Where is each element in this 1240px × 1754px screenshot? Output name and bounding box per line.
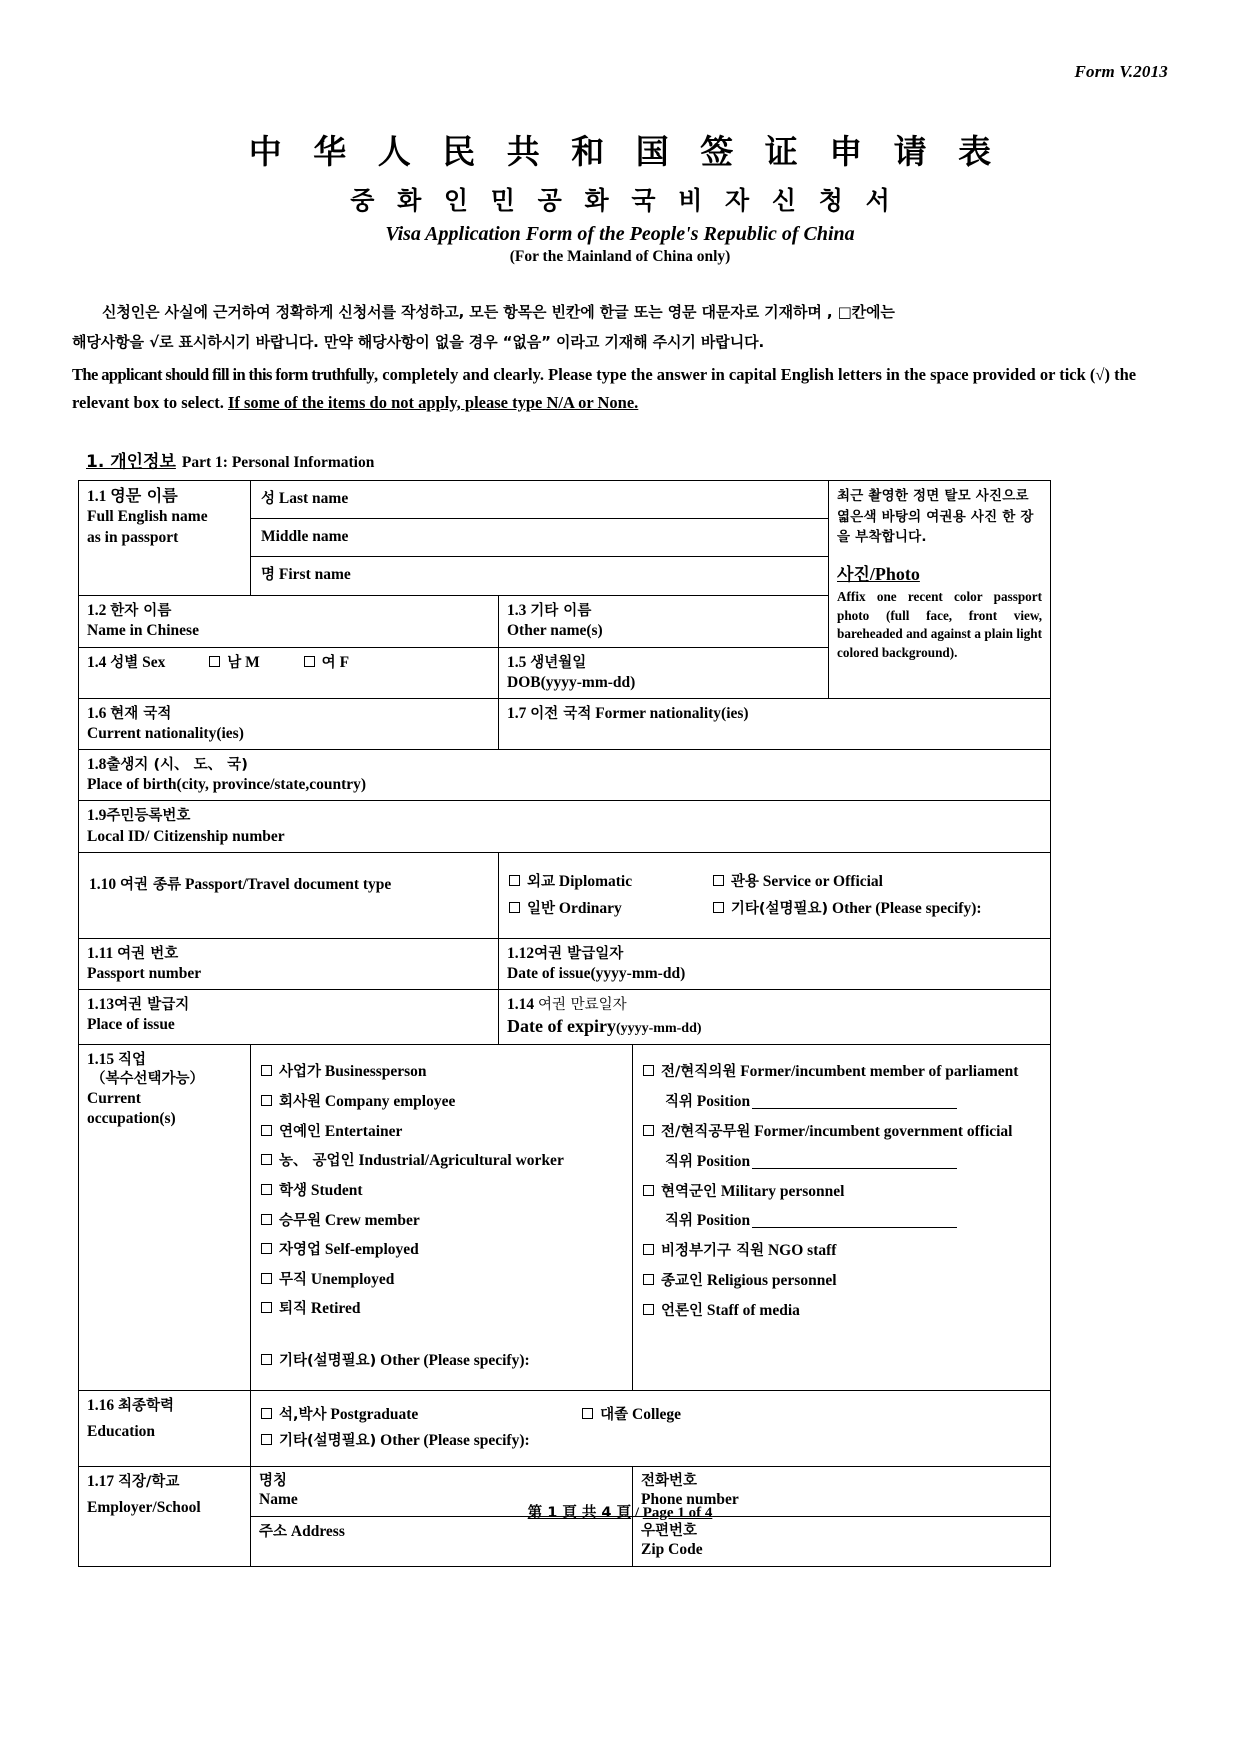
field-1-2-label-english: Name in Chinese — [87, 622, 199, 640]
table-row-full-name — [79, 481, 1051, 596]
checkbox-option-education-other[interactable] — [261, 1431, 530, 1451]
checkbox-icon[interactable] — [261, 1408, 272, 1419]
cell-1-1-name-inputs — [251, 481, 829, 596]
occupation-parliament-korean: 전/현직의원 — [661, 1064, 737, 1081]
occupation-crew-korean: 승무원 — [279, 1212, 322, 1229]
checkbox-option-member-of-parliament[interactable] — [643, 1062, 1044, 1082]
occupation-entertainer-korean: 연예인 — [279, 1123, 322, 1140]
position-label-korean: 직위 — [665, 1153, 694, 1170]
field-1-16-label-english: Education — [87, 1423, 156, 1441]
page-footer — [0, 1501, 1240, 1522]
cell-1-13-place-of-issue[interactable] — [79, 990, 499, 1045]
occupation-unemployed-korean: 무직 — [279, 1271, 308, 1288]
sex-female-english: F — [339, 653, 350, 671]
checkbox-option-college[interactable] — [582, 1405, 681, 1425]
checkbox-icon[interactable] — [261, 1095, 272, 1106]
occupation-ngo-korean: 비정부기구 직원 — [661, 1243, 765, 1260]
table-row-nationality — [79, 698, 1051, 749]
field-1-1-number: 1.1 — [87, 488, 107, 506]
cell-photo-box — [829, 481, 1051, 699]
photo-instructions-korean: 최근 촬영한 정면 탈모 사진으로 엷은색 바탕의 여권용 사진 한 장을 부착합니다. — [837, 488, 1034, 545]
field-1-7-label-english: Former nationality(ies) — [595, 704, 749, 722]
table-row-occupation — [79, 1044, 1051, 1390]
input-last-name[interactable] — [251, 481, 828, 519]
checkbox-option-industrial-agricultural[interactable] — [261, 1151, 626, 1171]
photo-title-korean: 사진 — [837, 565, 870, 586]
passport-ordinary-english: Ordinary — [558, 899, 622, 917]
sex-female-korean: 여 — [321, 654, 336, 671]
cell-1-2-name-in-chinese[interactable] — [79, 596, 499, 647]
checkbox-icon[interactable] — [582, 1408, 593, 1419]
checkbox-option-staff-of-media[interactable] — [643, 1301, 1044, 1321]
field-1-14-label-korean: 여권 만료일자 — [538, 997, 627, 1014]
checkbox-icon[interactable] — [643, 1065, 654, 1076]
checkbox-icon[interactable] — [209, 656, 220, 667]
checkbox-icon[interactable] — [261, 1354, 272, 1365]
field-1-9-label-english: Local ID/ Citizenship number — [87, 827, 285, 845]
field-1-1-label-korean: 영문 이름 — [110, 486, 178, 506]
field-1-5-number: 1.5 — [507, 653, 527, 671]
checkbox-icon[interactable] — [261, 1243, 272, 1254]
checkbox-option-occupation-other[interactable] — [261, 1351, 626, 1371]
field-1-6-label-english: Current nationality(ies) — [87, 725, 244, 743]
employer-address-label-english: Address — [290, 1522, 345, 1540]
field-1-14-number: 1.14 — [507, 996, 535, 1014]
checkbox-option-government-official[interactable] — [643, 1122, 1044, 1142]
checkbox-option-businessperson[interactable] — [261, 1062, 626, 1082]
last-name-label-korean: 성 — [261, 491, 276, 508]
employer-phone-label-korean: 전화번호 — [641, 1472, 698, 1489]
occupation-religious-korean: 종교인 — [661, 1272, 704, 1289]
field-1-3-label-korean: 기타 이름 — [530, 603, 592, 620]
passport-type-row-1 — [509, 872, 1040, 892]
occupation-industrial-english: Industrial/Agricultural worker — [358, 1152, 564, 1170]
employer-name-label-english: Name — [259, 1491, 298, 1509]
table-row-local-id — [79, 801, 1051, 852]
occupation-religious-english: Religious personnel — [706, 1271, 837, 1289]
checkbox-icon[interactable] — [713, 902, 724, 913]
employer-zip-label-korean: 우편번호 — [641, 1522, 698, 1539]
field-1-14-label-english-format: (yyyy-mm-dd) — [615, 1021, 702, 1037]
cell-1-9-local-id[interactable] — [79, 801, 1051, 852]
field-1-10-label-korean: 여권 종류 — [120, 876, 182, 893]
spacer — [261, 1329, 626, 1341]
education-row-1 — [261, 1405, 1040, 1425]
field-1-7-label-korean: 이전 국적 — [530, 705, 592, 722]
occupation-self-employed-english: Self-employed — [324, 1241, 419, 1259]
input-employer-address[interactable] — [251, 1516, 633, 1566]
title-subtitle: (For the Mainland of China only) — [509, 248, 731, 265]
checkbox-icon[interactable] — [643, 1185, 654, 1196]
occupation-media-korean: 언론인 — [661, 1302, 704, 1319]
cell-1-14-date-of-expiry[interactable] — [499, 990, 1051, 1045]
field-1-2-label-korean: 한자 이름 — [110, 603, 172, 620]
education-postgraduate-english: Postgraduate — [330, 1406, 419, 1424]
occupation-industrial-korean: 농、 공업인 — [279, 1153, 355, 1170]
cell-1-5-dob[interactable] — [499, 647, 829, 698]
checkbox-option-retired[interactable] — [261, 1299, 626, 1319]
field-1-17-label-korean: 직장/학교 — [118, 1473, 180, 1490]
field-1-8-label-english: Place of birth(city, province/state,country) — [87, 776, 367, 794]
form-version: Form V.2013 — [1074, 62, 1168, 81]
passport-service-korean: 관용 — [730, 873, 759, 890]
input-first-name[interactable] — [251, 557, 828, 595]
occupation-military-korean: 현역군인 — [661, 1183, 718, 1200]
table-row-passport-number-issue — [79, 939, 1051, 990]
checkbox-icon[interactable] — [261, 1434, 272, 1445]
table-row-passport-type — [79, 852, 1051, 938]
first-name-label-korean: 명 — [261, 567, 276, 584]
cell-1-10-options — [499, 852, 1051, 938]
footer-page-english: Page 1 of 4 — [642, 1505, 713, 1521]
occupation-other-english: Other (Please specify): — [380, 1351, 530, 1369]
field-1-7-number: 1.7 — [507, 704, 527, 722]
education-other-korean: 기타(설명필요) — [279, 1433, 377, 1450]
position-label-english: Position — [696, 1152, 751, 1170]
instructions-block — [72, 300, 1168, 417]
checkbox-option-postgraduate[interactable] — [261, 1405, 418, 1425]
checkbox-icon[interactable] — [261, 1214, 272, 1225]
table-row-education — [79, 1391, 1051, 1466]
field-1-4-label-korean: 성별 — [110, 654, 139, 671]
occupation-other-korean: 기타(설명필요) — [279, 1352, 377, 1369]
occupation-unemployed-english: Unemployed — [310, 1270, 395, 1288]
checkbox-icon[interactable] — [643, 1304, 654, 1315]
cell-1-7-former-nationality[interactable] — [499, 698, 1051, 749]
table-row-place-of-birth — [79, 750, 1051, 801]
part1-heading-english: Part 1: Personal Information — [181, 454, 375, 472]
sex-male-korean: 남 — [227, 654, 242, 671]
position-input-line[interactable] — [752, 1108, 957, 1109]
field-1-15-label-english-line1: Current — [87, 1089, 141, 1107]
field-1-17-number: 1.17 — [87, 1472, 115, 1490]
checkbox-option-crew-member[interactable] — [261, 1211, 626, 1231]
field-1-14-label-english-bold: Date of expiry — [507, 1016, 616, 1037]
occupation-businessperson-korean: 사업가 — [279, 1064, 322, 1081]
employer-zip-label-english: Zip Code — [641, 1541, 703, 1559]
field-1-3-number: 1.3 — [507, 602, 527, 620]
instructions-english-part2: , completely and clearly. Please type the answer in capital English letters in the space provided or tick (√) the relevant box to select. — [72, 364, 1137, 412]
field-1-16-label-korean: 최종학력 — [118, 1398, 175, 1415]
checkbox-option-ordinary[interactable] — [509, 899, 709, 919]
instructions-korean-line2: 해당사항을 √로 표시하시기 바랍니다. 만약 해당사항이 없을 경우 “없음” 이라고 기재해 주시기 바랍니다. — [72, 333, 765, 352]
instructions-korean-line1: 신청인은 사실에 근거하여 정확하게 신청서를 작성하고, 모든 항목은 빈칸에 한글 또는 영문 대문자로 기재하며 , □칸에는 — [102, 303, 895, 321]
occupation-parliament-english: Former/incumbent member of parliament — [740, 1063, 1019, 1081]
field-1-11-label-english: Passport number — [87, 965, 202, 983]
instructions-english-underlined: If some of the items do not apply, please type N/A or None. — [227, 392, 639, 412]
field-1-15-label-english-line2: occupation(s) — [87, 1109, 176, 1127]
cell-1-16-label — [79, 1391, 251, 1466]
cell-1-11-passport-number[interactable] — [79, 939, 499, 990]
middle-name-label-english: Middle name — [261, 528, 349, 546]
checkbox-icon[interactable] — [713, 875, 724, 886]
field-1-15-label-korean: 직업 — [118, 1051, 147, 1068]
field-1-8-label-korean: 출생지 (시、 도、 국) — [106, 757, 248, 774]
field-1-2-number: 1.2 — [87, 602, 107, 620]
checkbox-option-passport-other[interactable] — [713, 899, 982, 919]
field-1-3-label-english: Other name(s) — [507, 622, 603, 640]
field-1-5-label-english: DOB(yyyy-mm-dd) — [507, 673, 636, 691]
field-1-12-label-korean: 여권 발급일자 — [534, 946, 624, 963]
occupation-company-employee-korean: 회사원 — [279, 1093, 322, 1110]
field-1-1-label-english-line2: as in passport — [87, 528, 179, 546]
field-1-5-label-korean: 생년월일 — [530, 654, 587, 671]
input-position-parliament[interactable] — [665, 1092, 1044, 1113]
passport-type-row-2 — [509, 899, 1040, 919]
passport-diplomatic-korean: 외교 — [527, 873, 556, 890]
field-1-17-label-english: Employer/School — [87, 1498, 201, 1516]
field-1-9-number: 1.9 — [87, 807, 107, 825]
occupation-retired-english: Retired — [310, 1300, 361, 1318]
occupation-government-english: Former/incumbent government official — [754, 1122, 1013, 1140]
checkbox-icon[interactable] — [643, 1274, 654, 1285]
table-row-place-of-issue-expiry — [79, 990, 1051, 1045]
cell-1-15-options-right — [633, 1044, 1051, 1390]
checkbox-icon[interactable] — [261, 1302, 272, 1313]
field-1-9-label-korean: 주민등록번호 — [106, 808, 191, 825]
cell-1-10-label — [79, 852, 499, 938]
cell-1-15-options-left — [251, 1044, 633, 1390]
occupation-government-korean: 전/현직공무원 — [661, 1123, 751, 1140]
footer-page-chinese: 第 1 頁 共 4 頁 — [527, 1505, 632, 1521]
field-1-13-label-korean: 여권 발급지 — [114, 997, 190, 1014]
checkbox-icon[interactable] — [304, 656, 315, 667]
checkbox-option-company-employee[interactable] — [261, 1092, 626, 1112]
input-position-government[interactable] — [665, 1152, 1044, 1173]
employer-name-label-korean: 명칭 — [259, 1472, 288, 1489]
field-1-6-label-korean: 현재 국적 — [110, 705, 172, 722]
field-1-14-label-english — [507, 1015, 1042, 1038]
cell-1-12-date-of-issue[interactable] — [499, 939, 1051, 990]
position-label-korean: 직위 — [665, 1213, 694, 1230]
last-name-label-english: Last name — [278, 490, 349, 508]
photo-instructions-english: Affix one recent color passport photo (full face, front view, bareheaded and against a plain light colored background). — [837, 589, 1043, 660]
field-1-15-label-korean-note: （복수선택가능） — [91, 1070, 205, 1087]
occupation-ngo-english: NGO staff — [767, 1242, 837, 1260]
position-input-line[interactable] — [752, 1168, 957, 1169]
passport-ordinary-korean: 일반 — [527, 900, 556, 917]
cell-1-6-current-nationality[interactable] — [79, 698, 499, 749]
cell-1-16-options — [251, 1391, 1051, 1466]
part1-heading — [86, 447, 1168, 472]
title-chinese: 中 华 人 民 共 和 国 签 证 申 请 表 — [248, 132, 1002, 171]
input-employer-zip[interactable] — [633, 1516, 1051, 1566]
occupation-student-korean: 학생 — [279, 1182, 308, 1199]
position-label-english: Position — [696, 1212, 751, 1230]
occupation-company-employee-english: Company employee — [324, 1092, 456, 1110]
first-name-label-english: First name — [278, 566, 351, 584]
cell-1-15-label — [79, 1044, 251, 1390]
education-other-english: Other (Please specify): — [380, 1432, 530, 1450]
occupation-businessperson-english: Businessperson — [324, 1063, 427, 1081]
checkbox-icon[interactable] — [643, 1125, 654, 1136]
checkbox-icon[interactable] — [509, 902, 520, 913]
occupation-retired-korean: 퇴직 — [279, 1301, 308, 1318]
input-middle-name[interactable] — [251, 519, 828, 557]
checkbox-icon[interactable] — [261, 1154, 272, 1165]
instructions-english — [72, 361, 1168, 418]
passport-service-english: Service or Official — [762, 872, 883, 890]
field-1-4-label-english: Sex — [142, 653, 166, 671]
position-label-english: Position — [696, 1092, 751, 1110]
cell-1-1-label — [79, 481, 251, 596]
education-postgraduate-korean: 석,박사 — [279, 1407, 327, 1424]
passport-diplomatic-english: Diplomatic — [558, 872, 633, 890]
field-1-13-label-english: Place of issue — [87, 1016, 175, 1034]
cell-1-8-place-of-birth[interactable] — [79, 750, 1051, 801]
checkbox-option-religious-personnel[interactable] — [643, 1271, 1044, 1291]
checkbox-option-sex-male[interactable] — [209, 653, 260, 673]
field-1-11-label-korean: 여권 번호 — [117, 946, 179, 963]
field-1-10-number: 1.10 — [89, 875, 117, 893]
checkbox-option-ngo-staff[interactable] — [643, 1241, 1044, 1261]
field-1-16-number: 1.16 — [87, 1397, 115, 1415]
field-1-10-label-english: Passport/Travel document type — [184, 875, 392, 893]
field-1-12-number: 1.12 — [507, 945, 535, 963]
cell-1-3-other-names[interactable] — [499, 596, 829, 647]
passport-other-english: Other (Please specify): — [832, 899, 982, 917]
field-1-6-number: 1.6 — [87, 704, 107, 722]
occupation-military-english: Military personnel — [720, 1182, 845, 1200]
occupation-student-english: Student — [310, 1181, 363, 1199]
field-1-8-number: 1.8 — [87, 756, 107, 774]
field-1-1-label-english-line1: Full English name — [87, 508, 208, 526]
position-label-korean: 직위 — [665, 1093, 694, 1110]
checkbox-option-diplomatic[interactable] — [509, 872, 709, 892]
field-1-11-number: 1.11 — [87, 945, 114, 963]
photo-title — [837, 563, 1042, 586]
footer-separator: / — [631, 1505, 643, 1521]
checkbox-option-service[interactable] — [713, 872, 883, 892]
checkbox-icon[interactable] — [643, 1244, 654, 1255]
checkbox-icon[interactable] — [261, 1065, 272, 1076]
checkbox-icon[interactable] — [261, 1125, 272, 1136]
part1-heading-korean: 1. 개인정보 — [86, 452, 176, 473]
field-1-13-number: 1.13 — [87, 996, 115, 1014]
checkbox-icon[interactable] — [261, 1273, 272, 1284]
checkbox-icon[interactable] — [261, 1184, 272, 1195]
checkbox-option-military-personnel[interactable] — [643, 1182, 1044, 1202]
occupation-entertainer-english: Entertainer — [324, 1122, 403, 1140]
title-korean: 중 화 인 민 공 화 국 비 자 신 청 서 — [350, 186, 897, 215]
education-college-english: College — [632, 1406, 682, 1424]
field-1-15-number: 1.15 — [87, 1050, 115, 1068]
input-position-military[interactable] — [665, 1211, 1044, 1232]
position-input-line[interactable] — [752, 1227, 957, 1228]
checkbox-option-sex-female[interactable] — [304, 653, 349, 673]
education-row-2 — [261, 1431, 1040, 1451]
employer-address-label-korean: 주소 — [259, 1523, 288, 1540]
checkbox-option-unemployed[interactable] — [261, 1270, 626, 1290]
field-1-4-number: 1.4 — [87, 653, 107, 671]
checkbox-icon[interactable] — [509, 875, 520, 886]
title-english: Visa Application Form of the People's Republic of China — [385, 223, 855, 245]
occupation-media-english: Staff of media — [706, 1301, 800, 1319]
checkbox-option-entertainer[interactable] — [261, 1122, 626, 1142]
cell-1-4-sex — [79, 647, 499, 698]
sex-male-english: M — [245, 653, 260, 671]
checkbox-option-self-employed[interactable] — [261, 1240, 626, 1260]
occupation-self-employed-korean: 자영업 — [279, 1242, 322, 1259]
instructions-english-part1: The applicant should fill in this form truthfully — [72, 364, 375, 384]
passport-other-korean: 기타(설명필요) — [730, 900, 829, 917]
field-1-12-label-english: Date of issue(yyyy-mm-dd) — [507, 965, 686, 983]
education-college-korean: 대졸 — [600, 1407, 629, 1424]
photo-title-english: /Photo — [869, 564, 920, 585]
employer-phone-label-english: Phone number — [641, 1491, 739, 1509]
occupation-crew-english: Crew member — [324, 1211, 420, 1229]
checkbox-option-student[interactable] — [261, 1181, 626, 1201]
personal-information-table — [78, 480, 1051, 1566]
